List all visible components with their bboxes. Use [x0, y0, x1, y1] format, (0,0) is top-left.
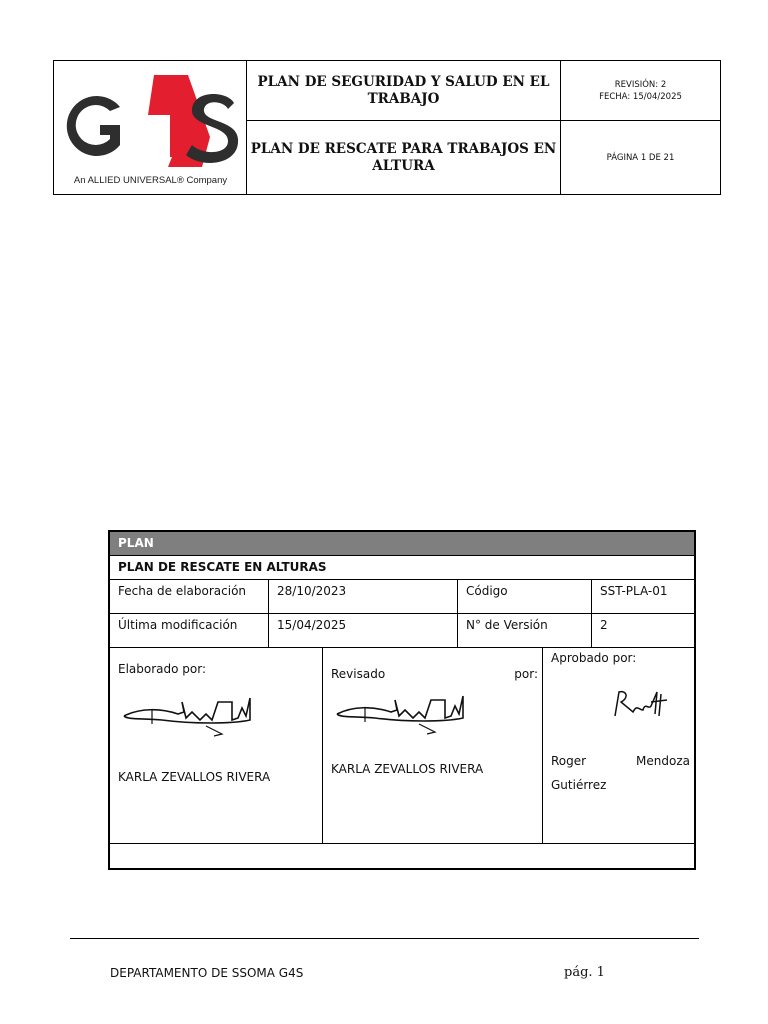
elaborado-label: Elaborado por: [118, 662, 207, 676]
revisado-name: KARLA ZEVALLOS RIVERA [331, 762, 484, 776]
plan-table [108, 530, 696, 870]
elaborado-name: KARLA ZEVALLOS RIVERA [118, 770, 271, 784]
label-ultima-modificacion: Última modificación [110, 614, 269, 647]
value-ultima-modificacion: 15/04/2025 [269, 614, 458, 647]
page-cell [561, 121, 720, 194]
revision-cell [561, 61, 720, 121]
table-row [110, 580, 694, 614]
revisado-cell [323, 648, 543, 843]
logo-cell [54, 61, 247, 194]
signature-image [335, 688, 469, 738]
signature-row [110, 648, 694, 844]
footer-department: DEPARTAMENTO DE SSOMA G4S [110, 966, 304, 980]
value-version: 2 [600, 618, 608, 632]
footer-divider [70, 938, 699, 939]
empty-row [110, 844, 694, 868]
table-row [110, 614, 694, 648]
signature-image [122, 690, 256, 740]
g4s-logo [62, 67, 240, 173]
value-codigo: SST-PLA-01 [600, 584, 668, 598]
document-subtitle: PLAN DE RESCATE PARA TRABAJOS EN ALTURA [247, 121, 561, 194]
document-header [53, 60, 721, 195]
revisado-label-por: por: [514, 667, 538, 681]
label-fecha-elaboracion: Fecha de elaboración [110, 580, 269, 613]
signature-image [611, 688, 671, 722]
aprobado-name-second-last: Gutiérrez [551, 778, 607, 792]
label-version: N° de Versión [458, 614, 592, 647]
aprobado-cell [543, 648, 694, 843]
elaborado-cell [110, 648, 323, 843]
revision-text: REVISIÓN: 2 [614, 79, 667, 90]
plan-section-label: PLAN [110, 532, 694, 556]
footer-page-number: pág. 1 [564, 965, 605, 980]
page-count-text: PÁGINA 1 DE 21 [606, 152, 675, 163]
document-title: PLAN DE SEGURIDAD Y SALUD EN EL TRABAJO [247, 61, 561, 121]
value-fecha-elaboracion: 28/10/2023 [269, 580, 458, 613]
date-text: FECHA: 15/04/2025 [599, 91, 682, 102]
revisado-label: Revisado [331, 667, 386, 681]
aprobado-name-first: Roger [551, 754, 587, 768]
logo-tagline: An ALLIED UNIVERSAL® Company [73, 175, 228, 186]
label-codigo: Código [458, 580, 592, 613]
aprobado-name-last: Mendoza [636, 754, 690, 768]
aprobado-label: Aprobado por: [551, 651, 637, 665]
plan-name: PLAN DE RESCATE EN ALTURAS [110, 556, 694, 580]
